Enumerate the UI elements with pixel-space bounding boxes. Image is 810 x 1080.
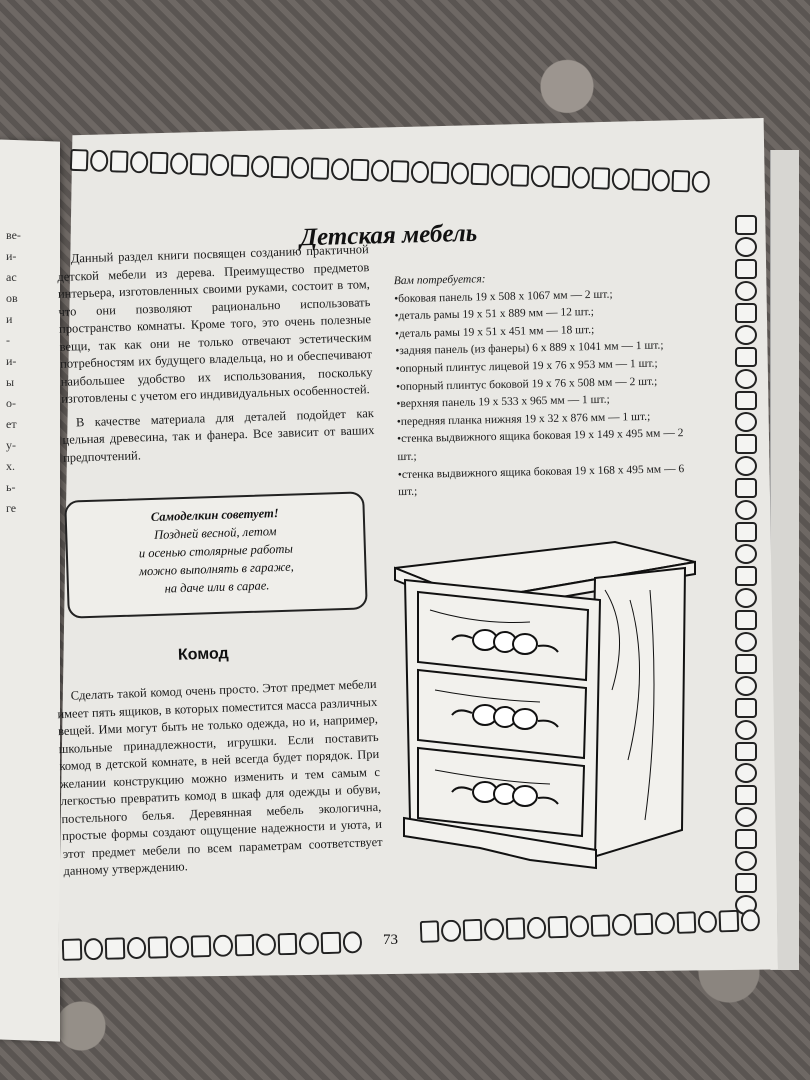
ornament-link xyxy=(735,237,757,257)
intro-paragraph: В качестве материала для деталей подойдет как цельная древесина, так и фанера. Все зависит от ваших предпочтений. xyxy=(62,405,375,465)
ornament-link xyxy=(735,347,757,367)
previous-page-fragment: и- xyxy=(6,354,17,368)
previous-page-fragment: х. xyxy=(6,459,15,473)
right-ornament-border xyxy=(735,215,757,915)
ornament-link xyxy=(735,720,757,740)
ornament-link xyxy=(655,912,675,935)
ornament-link xyxy=(740,909,760,932)
ornament-link xyxy=(250,155,269,178)
ornament-link xyxy=(735,215,757,235)
ornament-link xyxy=(735,544,757,564)
intro-paragraph: Данный раздел книги посвящен созданию практичной детской мебели из дерева. Преимущество предметов интерьера, изготовленных своими руками, состоит в том, что они позволяют рационально использовать пространство комнаты. Кроме того, это очень полезные вещи, так как они не только отвечают эстетическим потребностям их будущего владельца, но и обеспечивают наибольшее удобство их использования, поскольку изготовлены с учетом его индивидуальных особенностей. xyxy=(57,242,373,406)
ornament-link xyxy=(150,152,169,175)
materials-list xyxy=(394,267,699,502)
ornament-link xyxy=(411,161,430,184)
ornament-link xyxy=(735,676,757,696)
ornament-link xyxy=(591,167,610,190)
ornament-link xyxy=(735,742,757,762)
ornament-link xyxy=(191,935,211,958)
page-title: Детская мебель xyxy=(299,219,478,252)
advice-box xyxy=(64,491,368,618)
ornament-link xyxy=(527,917,547,940)
ornament-link xyxy=(130,151,149,174)
material-item: •задняя панель (из фанеры) 6 x 889 x 1041 мм — 1 шт.; xyxy=(395,339,664,358)
previous-page-fragment: ге xyxy=(6,501,17,515)
previous-page-fragment: ов xyxy=(6,291,18,305)
ornament-link xyxy=(491,164,510,187)
ornament-link xyxy=(170,152,189,175)
ornament-link xyxy=(505,917,525,940)
ornament-link xyxy=(569,915,589,938)
material-item: •опорный плинтус лицевой 19 x 76 x 953 мм — 1 шт.; xyxy=(395,357,658,376)
ornament-link xyxy=(431,161,450,184)
ornament-link xyxy=(371,159,390,182)
ornament-link xyxy=(277,933,297,956)
ornament-link xyxy=(735,829,757,849)
material-item: •верхняя панель 19 x 533 x 965 мм — 1 шт.; xyxy=(396,393,610,411)
previous-page-fragment: ет xyxy=(6,417,17,431)
advice-line: и осенью столярные работы xyxy=(138,541,294,561)
ornament-link xyxy=(441,920,461,943)
ornament-link xyxy=(633,913,653,936)
dresser-illustration xyxy=(390,530,710,890)
ornament-link xyxy=(735,412,757,432)
ornament-link xyxy=(451,162,470,185)
ornament-link xyxy=(735,610,757,630)
ornament-link xyxy=(471,163,490,186)
ornament-link xyxy=(190,153,209,176)
ornament-link xyxy=(351,159,370,182)
advice-heading: Самоделкин советует! xyxy=(150,506,279,525)
ornament-link xyxy=(511,164,530,187)
materials-heading: Вам потребуется: xyxy=(393,273,486,288)
ornament-link xyxy=(735,807,757,827)
ornament-link xyxy=(612,914,632,937)
ornament-link xyxy=(735,851,757,871)
ornament-link xyxy=(691,171,710,194)
ornament-link xyxy=(735,303,757,323)
ornament-link xyxy=(170,936,190,959)
ornament-link xyxy=(735,654,757,674)
ornament-link xyxy=(735,632,757,652)
advice-line: можно выполнять в гараже, xyxy=(138,559,295,579)
ornament-link xyxy=(735,500,757,520)
ornament-link xyxy=(551,166,570,189)
ornament-link xyxy=(735,873,757,893)
material-item: •боковая панель 19 x 508 x 1067 мм — 2 шт.; xyxy=(394,288,613,305)
ornament-link xyxy=(290,157,309,180)
previous-page-fragment: и- xyxy=(6,249,17,263)
ornament-link xyxy=(420,920,440,943)
previous-page-fragment: о- xyxy=(6,396,16,410)
ornament-link xyxy=(484,918,504,941)
intro-text xyxy=(57,241,376,473)
ornament-link xyxy=(735,763,757,783)
ornament-link xyxy=(270,156,289,179)
ornament-link xyxy=(735,785,757,805)
ornament-link xyxy=(391,160,410,183)
ornament-link xyxy=(148,936,168,959)
ornament-link xyxy=(256,933,276,956)
material-item: •деталь рамы 19 x 51 x 889 мм — 12 шт.; xyxy=(394,306,594,323)
ornament-link xyxy=(735,325,757,345)
previous-page-fragment: ас xyxy=(6,270,17,284)
ornament-link xyxy=(230,154,249,177)
ornament-link xyxy=(719,910,739,933)
previous-page-fragment: у- xyxy=(6,438,16,452)
previous-page-fragment: - xyxy=(6,333,10,347)
ornament-link xyxy=(671,170,690,193)
ornament-link xyxy=(651,169,670,192)
ornament-link xyxy=(735,566,757,586)
material-item: •стенка выдвижного ящика боковая 19 x 168 x 495 мм — 6 шт.; xyxy=(397,462,685,499)
material-item: •стенка выдвижного ящика боковая 19 x 149 x 495 мм — 2 шт.; xyxy=(396,427,684,464)
page-number: 73 xyxy=(383,932,398,948)
ornament-link xyxy=(210,154,229,177)
ornament-link xyxy=(676,911,696,934)
section-text: Сделать такой комод очень просто. Этот предмет мебели имеет пять ящиков, в которых поместится масса различных вещей. Ими могут быть не только одежда, но и, например, школьные принадлежности, игрушки. Если поставить комод в детской комнате, в ней всегда будет порядок. При желании конструкцию можно изменить и тем самым с легкостью превратить комод в шкаф для одежды и обуви, постельного белья. Деревянная мебель экологична, простые формы создают ощущение надежности и уюта, и этот предмет мебели по всем параметрам соответствует данному утверждению. xyxy=(57,676,383,879)
material-item: •деталь рамы 19 x 51 x 451 мм — 18 шт.; xyxy=(394,323,595,340)
ornament-link xyxy=(62,938,82,961)
ornament-link xyxy=(234,934,254,957)
ornament-link xyxy=(110,150,129,173)
material-item: •опорный плинтус боковой 19 x 76 x 508 мм — 2 шт.; xyxy=(395,375,658,393)
ornament-link xyxy=(735,456,757,476)
ornament-link xyxy=(462,919,482,942)
advice-line: на даче или в сарае. xyxy=(164,578,270,596)
advice-line: Поздней весной, летом xyxy=(153,524,277,542)
ornament-link xyxy=(342,931,362,954)
ornament-link xyxy=(735,522,757,542)
ornament-link xyxy=(213,934,233,957)
ornament-link xyxy=(70,149,89,172)
ornament-link xyxy=(571,166,590,189)
ornament-link xyxy=(299,932,319,955)
ornament-link xyxy=(83,938,103,961)
ornament-link xyxy=(330,158,349,181)
ornament-link xyxy=(548,916,568,939)
ornament-link xyxy=(735,391,757,411)
section-title: Комод xyxy=(177,645,229,664)
ornament-link xyxy=(735,698,757,718)
ornament-link xyxy=(90,150,109,173)
material-item: •передняя планка нижняя 19 x 32 x 876 мм — 1 шт.; xyxy=(396,410,651,428)
ornament-link xyxy=(321,932,341,955)
ornament-link xyxy=(531,165,550,188)
ornament-link xyxy=(611,168,630,191)
ornament-link xyxy=(591,914,611,937)
ornament-link xyxy=(697,911,717,934)
ornament-link xyxy=(105,937,125,960)
ornament-link xyxy=(735,259,757,279)
ornament-link xyxy=(735,478,757,498)
ornament-link xyxy=(735,588,757,608)
ornament-link xyxy=(735,281,757,301)
ornament-link xyxy=(631,168,650,191)
ornament-link xyxy=(735,369,757,389)
ornament-link xyxy=(126,937,146,960)
ornament-link xyxy=(735,434,757,454)
previous-page-fragment: ве- xyxy=(6,228,21,242)
previous-page-fragment: ь- xyxy=(6,480,16,494)
previous-page-fragment: ы xyxy=(6,375,15,389)
previous-page-fragment: и xyxy=(6,312,13,326)
ornament-link xyxy=(310,157,329,180)
